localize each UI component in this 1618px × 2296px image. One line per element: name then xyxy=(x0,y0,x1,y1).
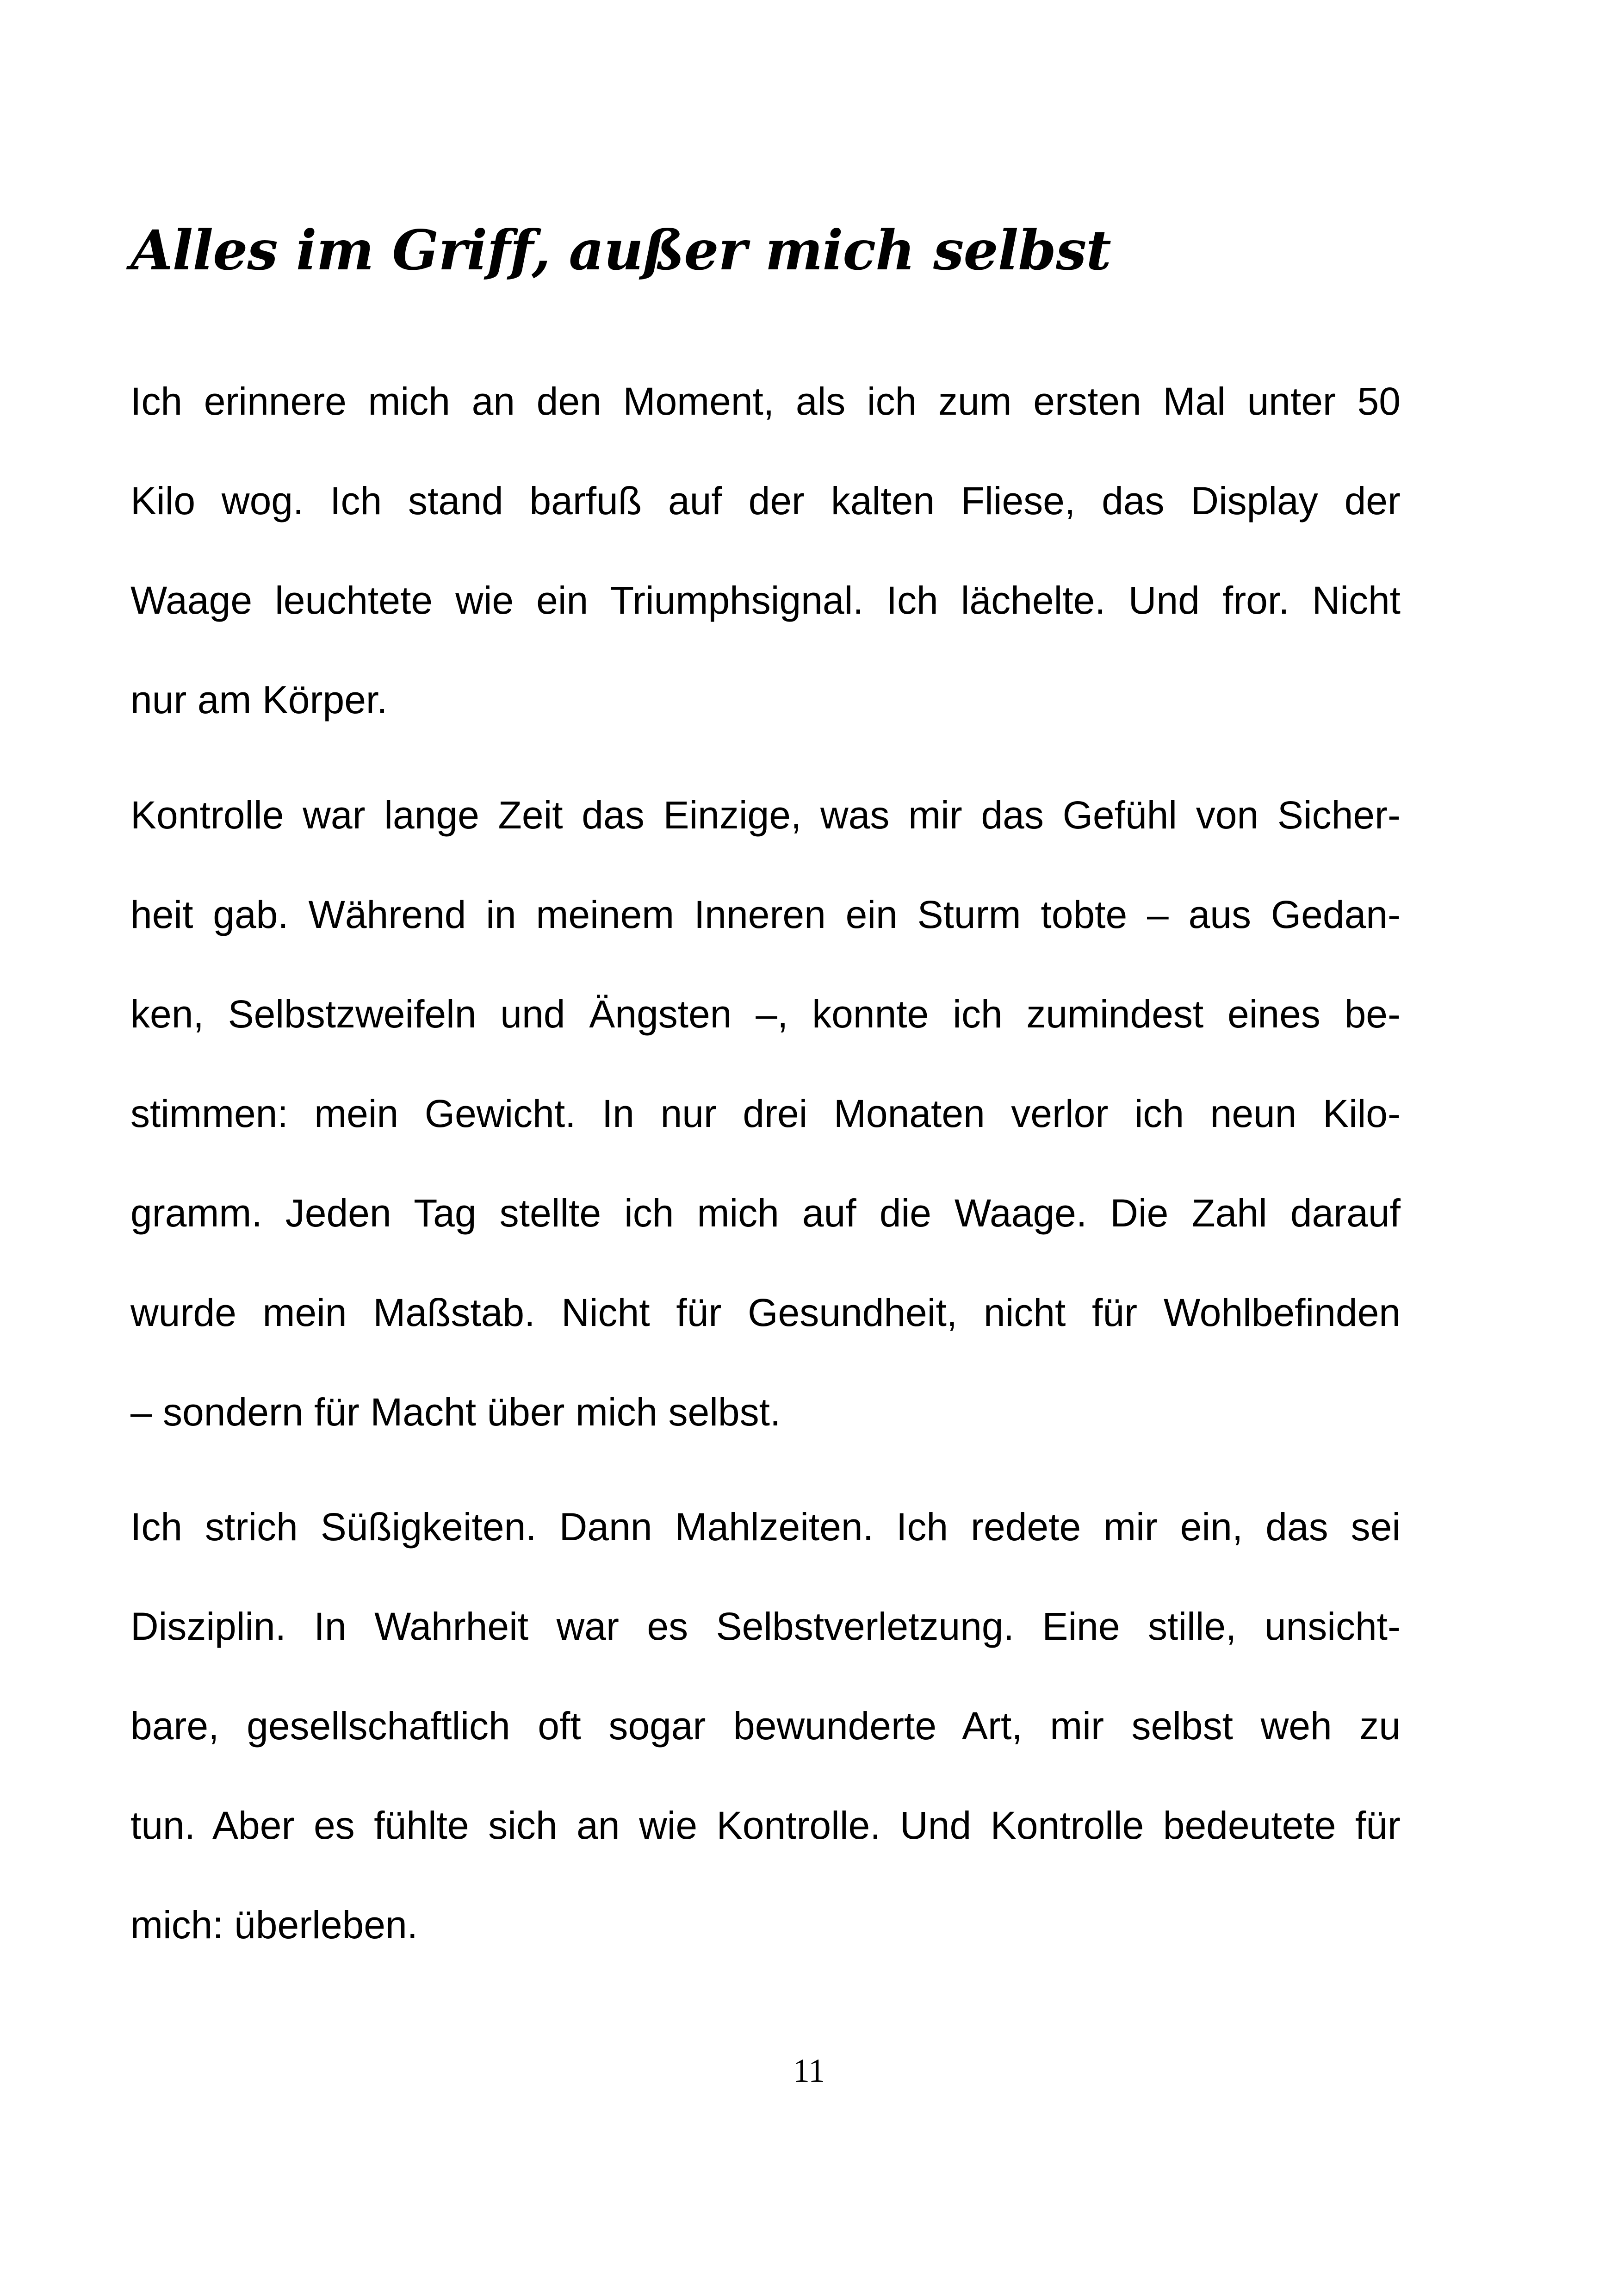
text-line: mich: überleben. xyxy=(130,1903,418,1947)
paragraph-3 xyxy=(130,1477,1401,1975)
text-line: stimmen: mein Gewicht. In nur drei Monaten verlor ich neun Kilo- xyxy=(130,1092,1401,1135)
paragraph-2 xyxy=(130,765,1401,1462)
text-line: nur am Körper. xyxy=(130,678,388,722)
text-line: gramm. Jeden Tag stellte ich mich auf die Waage. Die Zahl darauf xyxy=(130,1191,1401,1235)
text-line: Disziplin. In Wahrheit war es Selbstverletzung. Eine stille, unsicht- xyxy=(130,1605,1401,1648)
text-line: ken, Selbstzweifeln und Ängsten –, konnte ich zumindest eines be- xyxy=(130,992,1401,1036)
text-line: – sondern für Macht über mich selbst. xyxy=(130,1390,781,1434)
text-line: Ich strich Süßigkeiten. Dann Mahlzeiten. Ich redete mir ein, das sei xyxy=(130,1505,1401,1549)
text-line: Kilo wog. Ich stand barfuß auf der kalten Fliese, das Display der xyxy=(130,479,1401,523)
text-line: Kontrolle war lange Zeit das Einzige, was mir das Gefühl von Sicher- xyxy=(130,793,1401,837)
text-line: tun. Aber es fühlte sich an wie Kontrolle. Und Kontrolle bedeutete für xyxy=(130,1804,1401,1847)
text-line: heit gab. Während in meinem Inneren ein Sturm tobte – aus Gedan- xyxy=(130,893,1401,936)
page-number: 11 xyxy=(793,2052,825,2089)
text-line: wurde mein Maßstab. Nicht für Gesundheit, nicht für Wohlbefinden xyxy=(130,1291,1401,1334)
text-line: Ich erinnere mich an den Moment, als ich zum ersten Mal unter 50 xyxy=(130,380,1401,423)
text-line: bare, gesellschaftlich oft sogar bewunderte Art, mir selbst weh zu xyxy=(130,1704,1401,1748)
paragraph-1 xyxy=(130,352,1401,750)
chapter-title: Alles im Griff, außer mich selbst xyxy=(130,218,1111,282)
text-line: Waage leuchtete wie ein Triumphsignal. Ich lächelte. Und fror. Nicht xyxy=(130,579,1401,622)
